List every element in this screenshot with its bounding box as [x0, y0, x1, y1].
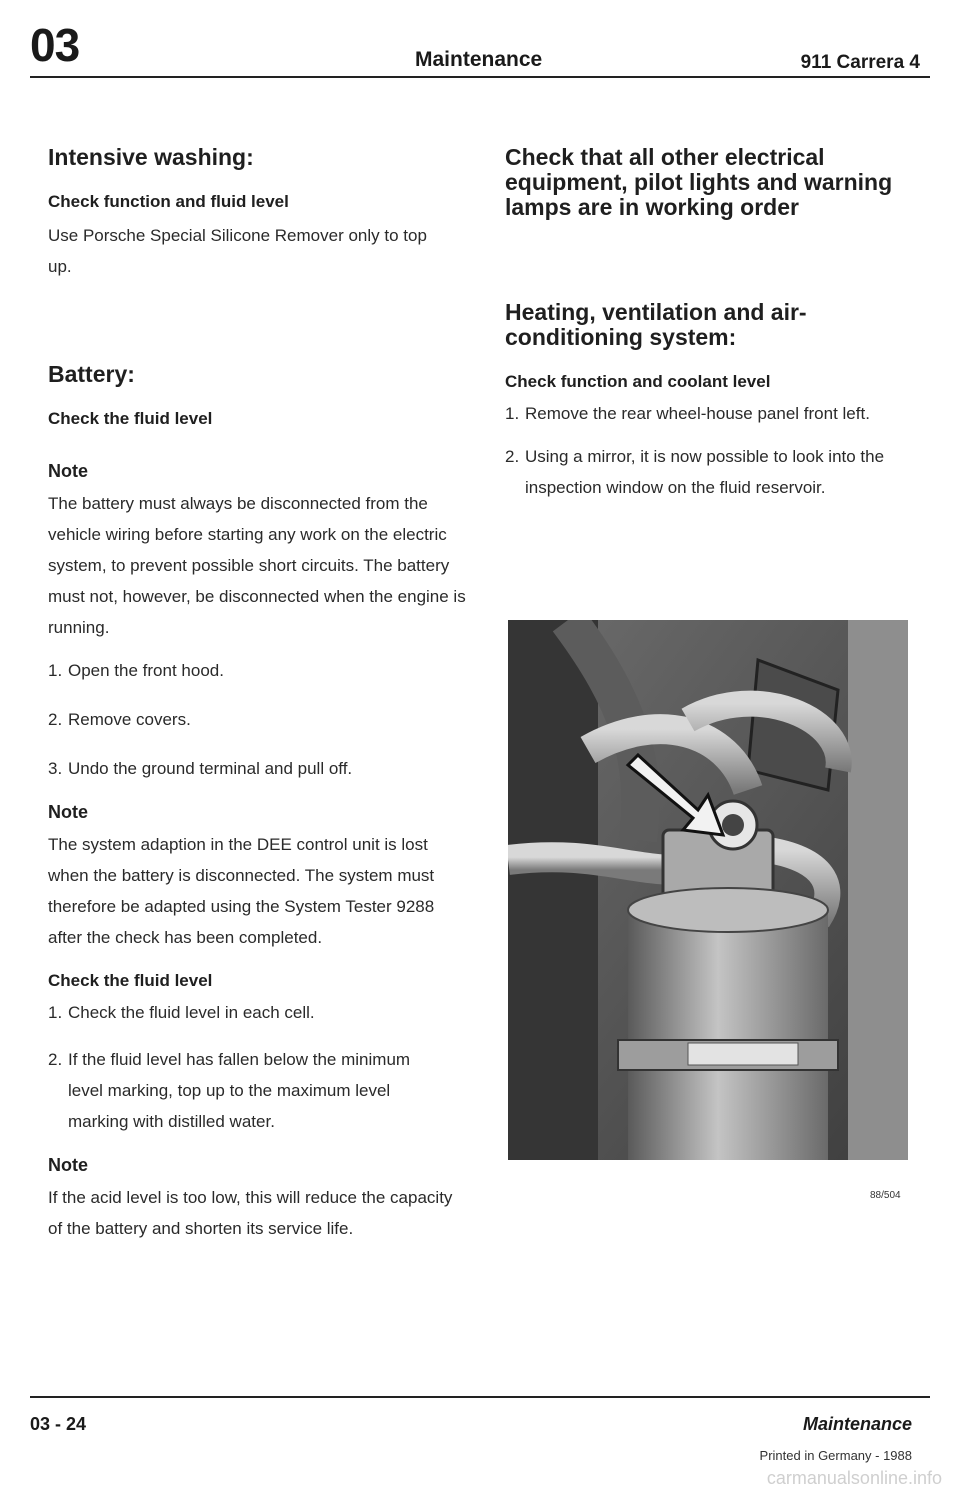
- header-model: 911 Carrera 4: [800, 52, 920, 73]
- fluid-reservoir-photo: [508, 620, 908, 1160]
- fluid-steps: [48, 997, 468, 1137]
- note-text: The battery must always be disconnected from the vehicle wiring before starting any work on the electric system, to prevent possible short circuits. The battery must not, however, be disconnected when the engine is running.: [48, 494, 466, 637]
- watermark: carmanualsonline.info: [766, 1468, 942, 1488]
- battery-steps: [48, 655, 468, 784]
- list-item: 1. Open the front hood.: [48, 661, 224, 680]
- heating-heading: Heating, ventilation and air-conditioning system:: [505, 299, 807, 350]
- list-item: 1. Remove the rear wheel-house panel front left.: [505, 404, 870, 423]
- battery-subheading: Check the fluid level: [48, 409, 213, 428]
- header-title: Maintenance: [415, 48, 543, 71]
- print-info: Printed in Germany - 1988: [759, 1448, 912, 1463]
- list-item: 3. Undo the ground terminal and pull off.: [48, 759, 353, 778]
- photo-caption: 88/504: [870, 1190, 901, 1201]
- footer-section: Maintenance: [802, 1414, 912, 1434]
- note-label: Note: [48, 1155, 88, 1175]
- note-text: The system adaption in the DEE control unit is lost when the battery is disconnected. The system must therefore be adapted using the System Tester 9288 after the check has been completed.: [48, 835, 435, 947]
- left-column: [48, 145, 468, 1244]
- chapter-number: 03: [30, 19, 80, 71]
- note-label: Note: [48, 461, 88, 481]
- list-item: 1. Check the fluid level in each cell.: [48, 1003, 315, 1022]
- intensive-washing-text: Use Porsche Special Silicone Remover only to top up.: [48, 226, 427, 276]
- intensive-washing-heading: Intensive washing:: [48, 144, 254, 170]
- intensive-washing-subheading: Check function and fluid level: [48, 192, 289, 211]
- right-column: [505, 145, 920, 503]
- page-number: 03 - 24: [30, 1414, 87, 1434]
- battery-heading: Battery:: [48, 361, 135, 387]
- note-text: If the acid level is too low, this will reduce the capacity of the battery and shorten its service life.: [48, 1188, 453, 1238]
- footer-rule: [30, 1396, 930, 1398]
- fluid-level-subheading: Check the fluid level: [48, 971, 213, 990]
- header-rule: [30, 76, 930, 78]
- list-item: 2. Remove covers.: [48, 710, 191, 729]
- electrical-check-heading: Check that all other electrical equipment, pilot lights and warning lamps are in working order: [505, 144, 893, 220]
- list-item: 2. Using a mirror, it is now possible to look into the inspection window on the fluid reservoir.: [505, 447, 885, 497]
- heating-subheading: Check function and coolant level: [505, 372, 771, 391]
- note-label: Note: [48, 802, 88, 822]
- list-item: 2. If the fluid level has fallen below the minimum level marking, top up to the maximum level marking with distilled water.: [48, 1050, 411, 1131]
- heating-steps: [505, 398, 920, 503]
